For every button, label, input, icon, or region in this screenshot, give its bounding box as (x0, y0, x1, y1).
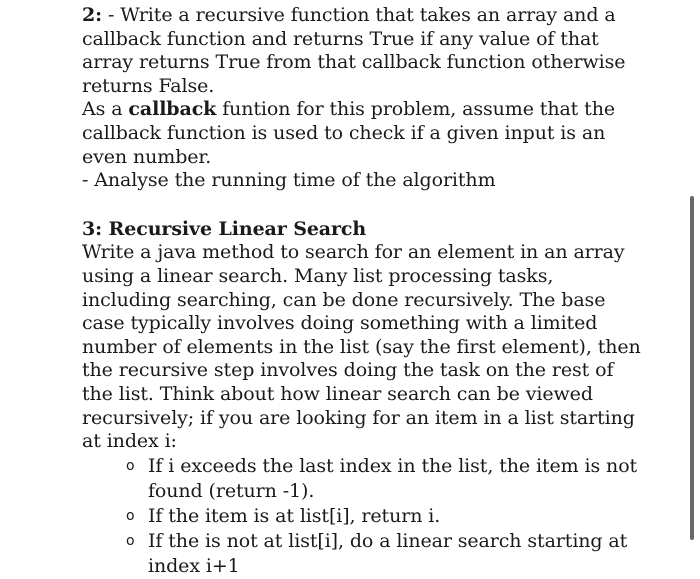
q3-bullet-list (82, 454, 642, 579)
list-item (82, 504, 642, 529)
q3-body: Write a java method to search for an element in an array using a linear search. Many list processing tasks, including searching, can be done recursively. The base case typically involves doing something with a limited number of elements in the list (say the first element), then the recursive step involves doing the task on the rest of the list. Think about how linear search can be viewed recursively; if you are looking for an item in a list starting at index i: (82, 241, 641, 453)
q2-callback-bold: callback (128, 98, 217, 121)
q2-callback-prefix: As a (82, 98, 129, 121)
q3-heading (82, 218, 642, 242)
bullet-marker: o (126, 507, 135, 524)
q2-text: - Write a recursive function that takes an array and a callback function and returns True if any value of that array returns True from that callback function otherwise returns False. (82, 4, 626, 97)
bullet-text: If the is not at list[i], do a linear search starting at index i+1 (148, 529, 628, 577)
bullet-text: If i exceeds the last index in the list, the item is not found (return -1). (148, 454, 638, 502)
q2-number: 2: (82, 4, 103, 26)
scrollbar[interactable] (690, 196, 694, 540)
section-gap (82, 193, 642, 218)
list-item (82, 529, 642, 579)
document-content (82, 4, 642, 579)
q2-callback-paragraph (82, 98, 642, 169)
q3-heading-text: 3: Recursive Linear Search (82, 217, 367, 240)
bullet-marker: o (126, 532, 135, 549)
bullet-text: If the item is at list[i], return i. (148, 504, 441, 527)
list-item (82, 454, 642, 504)
bullet-marker: o (126, 457, 135, 474)
q2-analyse: - Analyse the running time of the algorithm (82, 169, 496, 192)
q2-callback-rest: funtion for this problem, assume that the callback function is used to check if a given input is an even number. (82, 98, 615, 168)
q2-paragraph (82, 4, 642, 98)
